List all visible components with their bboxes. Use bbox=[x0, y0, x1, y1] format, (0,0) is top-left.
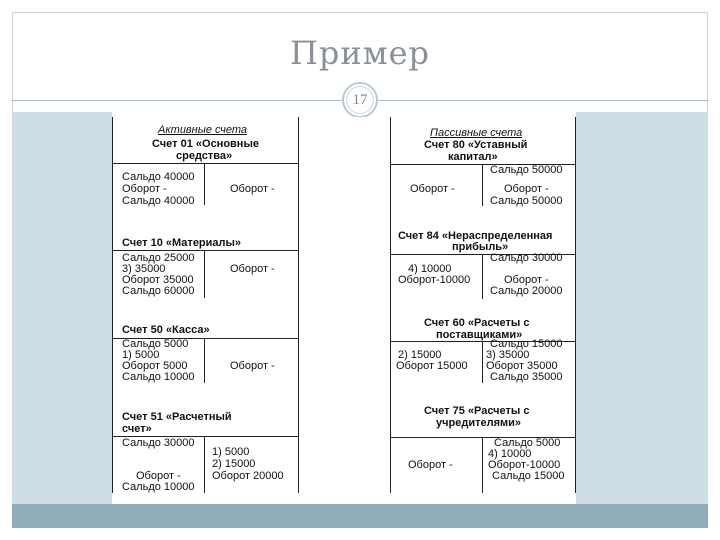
account-10-t-line bbox=[204, 250, 205, 298]
account-84-credit-opening: Сальдо 30000 bbox=[490, 252, 563, 264]
account-84-t-line bbox=[482, 254, 483, 299]
bottom-bar bbox=[12, 504, 708, 528]
account-80-credit-opening: Сальдо 50000 bbox=[490, 164, 563, 176]
account-50-debit-entry: 1) 5000 bbox=[122, 349, 160, 361]
account-10-rule bbox=[112, 250, 298, 251]
account-01-debit-turnover: Оборот - bbox=[122, 183, 167, 195]
account-10-debit-closing: Сальдо 60000 bbox=[122, 285, 195, 297]
account-75-debit-turnover: Оборот - bbox=[408, 459, 453, 471]
account-10-title: Счет 10 «Материалы» bbox=[122, 237, 242, 249]
account-50-title: Счет 50 «Касса» bbox=[122, 324, 210, 336]
account-84-credit-closing: Сальдо 20000 bbox=[490, 285, 563, 297]
account-01-t-line bbox=[204, 163, 205, 205]
account-60-t-line bbox=[482, 341, 483, 383]
account-01-debit-opening: Сальдо 40000 bbox=[122, 171, 195, 183]
account-51-credit-turnover: Оборот 20000 bbox=[212, 470, 284, 482]
passive-accounts-caption: Пассивные счета bbox=[430, 127, 523, 139]
account-51-debit-opening: Сальдо 30000 bbox=[122, 437, 195, 449]
account-01-title: Счет 01 «Основные bbox=[152, 138, 259, 150]
account-84-title: Счет 84 «Нераспределенная bbox=[398, 230, 553, 242]
account-80-title: Счет 80 «Уставный bbox=[424, 139, 528, 151]
account-60-debit-entry: 2) 15000 bbox=[398, 349, 442, 361]
account-60-credit-turnover: Оборот 35000 bbox=[486, 360, 558, 372]
account-51-title: Счет 51 «Расчетный bbox=[122, 411, 232, 423]
page-number-badge: 17 bbox=[342, 82, 378, 118]
account-75-title: Счет 75 «Расчеты с bbox=[424, 405, 530, 417]
account-84-credit-turnover: Оборот - bbox=[504, 274, 549, 286]
sheet-col-divider-1 bbox=[298, 117, 299, 493]
account-50-debit-closing: Сальдо 10000 bbox=[122, 371, 195, 383]
account-10-debit-opening: Сальдо 25000 bbox=[122, 252, 195, 264]
account-60-title-2: поставщиками» bbox=[436, 329, 523, 341]
sheet-right-border bbox=[575, 117, 576, 493]
account-10-credit-turnover: Оборот - bbox=[230, 263, 275, 275]
account-51-credit-entry-2: 2) 15000 bbox=[212, 458, 256, 470]
account-80-debit-turnover: Оборот - bbox=[410, 183, 455, 195]
account-51-credit-entry-1: 1) 5000 bbox=[212, 446, 250, 458]
account-80-t-line bbox=[482, 164, 483, 206]
account-51-debit-closing: Сальдо 10000 bbox=[122, 481, 195, 493]
account-84-debit-turnover: Оборот-10000 bbox=[398, 274, 471, 286]
account-84-title-2: прибыль» bbox=[452, 241, 509, 253]
account-51-debit-turnover: Оборот - bbox=[136, 470, 181, 482]
account-50-debit-turnover: Оборот 5000 bbox=[122, 360, 188, 372]
account-01-title-2: средства» bbox=[176, 150, 233, 162]
account-75-credit-closing: Сальдо 15000 bbox=[492, 470, 565, 482]
account-75-credit-turnover: Оборот-10000 bbox=[488, 459, 561, 471]
left-panel bbox=[12, 112, 112, 504]
account-50-t-line bbox=[204, 338, 205, 383]
account-60-credit-closing: Сальдо 35000 bbox=[490, 371, 563, 383]
active-accounts-caption: Активные счета bbox=[158, 124, 247, 136]
account-50-debit-opening: Сальдо 5000 bbox=[122, 338, 189, 350]
slide-title: Пример bbox=[289, 34, 431, 72]
account-01-credit-turnover: Оборот - bbox=[230, 183, 275, 195]
account-60-credit-opening: Сальдо 15000 bbox=[490, 338, 563, 350]
account-01-rule bbox=[112, 163, 298, 164]
account-80-credit-turnover: Оборот - bbox=[504, 183, 549, 195]
account-01-debit-closing: Сальдо 40000 bbox=[122, 195, 195, 207]
account-75-credit-entry: 4) 10000 bbox=[488, 448, 532, 460]
account-60-credit-entry: 3) 35000 bbox=[486, 349, 530, 361]
account-50-credit-turnover: Оборот - bbox=[230, 360, 275, 372]
account-10-debit-turnover: Оборот 35000 bbox=[122, 274, 194, 286]
account-80-title-2: капитал» bbox=[448, 151, 498, 163]
account-75-t-line bbox=[482, 437, 483, 493]
account-51-t-line bbox=[204, 436, 205, 493]
account-75-title-2: учредителями» bbox=[436, 417, 522, 429]
account-60-title: Счет 60 «Расчеты с bbox=[424, 317, 530, 329]
right-panel bbox=[576, 112, 708, 504]
account-60-debit-turnover: Оборот 15000 bbox=[396, 360, 468, 372]
account-80-credit-closing: Сальдо 50000 bbox=[490, 195, 563, 207]
accounts-sheet bbox=[112, 117, 576, 493]
account-51-title-2: счет» bbox=[122, 423, 152, 435]
account-10-debit-entry: 3) 35000 bbox=[122, 263, 166, 275]
account-84-debit-entry: 4) 10000 bbox=[408, 263, 452, 275]
account-75-credit-opening: Сальдо 5000 bbox=[494, 437, 561, 449]
